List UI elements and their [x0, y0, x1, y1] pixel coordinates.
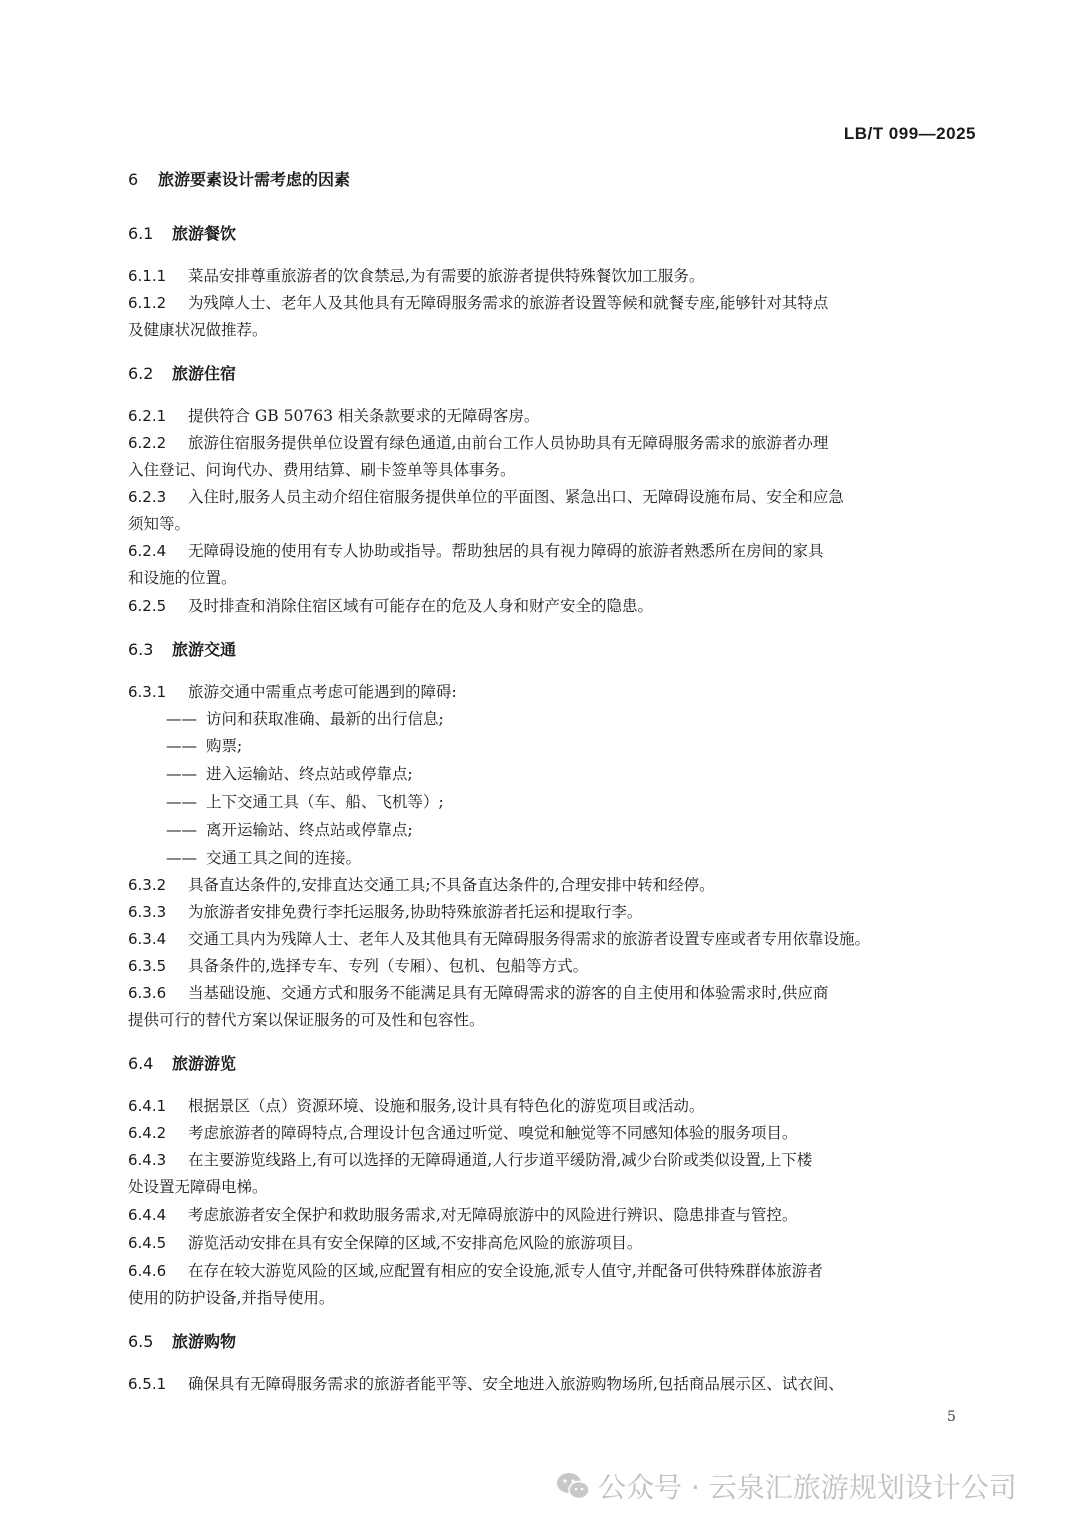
clause-6-3-2 [128, 872, 978, 899]
list-item [166, 789, 444, 816]
clause-text: 为旅游者安排免费行李托运服务,协助特殊旅游者托运和提取行李。 [188, 903, 643, 921]
clause-text: 具备直达条件的,安排直达交通工具;不具备直达条件的,合理安排中转和经停。 [188, 876, 715, 894]
clause-text: 考虑旅游者安全保护和救助服务需求,对无障碍旅游中的风险进行辨识、隐患排查与管控。 [188, 1206, 798, 1224]
clause-text: 为残障人士、老年人及其他具有无障碍服务需求的旅游者设置等候和就餐专座,能够针对其特点 [188, 294, 829, 312]
clause-number: 6.4.3 [128, 1151, 167, 1169]
clause-number: 6.2.2 [128, 434, 167, 452]
clause-text: 使用的防护设备,并指导使用。 [128, 1289, 335, 1307]
list-item-text: 交通工具之间的连接。 [206, 849, 362, 867]
clause-text: 入住时,服务人员主动介绍住宿服务提供单位的平面图、紧急出口、无障碍设施布局、安全和应急 [188, 488, 844, 506]
clause-6-4-6-cont [128, 1285, 978, 1312]
clause-text: 无障碍设施的使用有专人协助或指导。帮助独居的具有视力障碍的旅游者熟悉所在房间的家具 [188, 542, 824, 560]
clause-text: 在存在较大游览风险的区域,应配置有相应的安全设施,派专人值守,并配备可供特殊群体旅游者 [188, 1262, 823, 1280]
clause-text: 考虑旅游者的障碍特点,合理设计包含通过听觉、嗅觉和触觉等不同感知体验的服务项目。 [188, 1124, 798, 1142]
dash-marker: —— [166, 737, 197, 755]
section-6-heading [128, 168, 978, 192]
clause-number: 6.4.4 [128, 1206, 167, 1224]
section-title: 旅游要素设计需考虑的因素 [158, 170, 351, 189]
clause-number: 6.3.1 [128, 683, 167, 701]
clause-6-2-2-cont [128, 457, 978, 484]
clause-number: 6.2.1 [128, 407, 167, 425]
section-6-2-heading [128, 362, 978, 386]
list-item [166, 733, 242, 760]
clause-text: 菜品安排尊重旅游者的饮食禁忌,为有需要的旅游者提供特殊餐饮加工服务。 [188, 267, 705, 285]
clause-6-2-2 [128, 430, 978, 457]
clause-text: 当基础设施、交通方式和服务不能满足具有无障碍需求的游客的自主使用和体验需求时,供应商 [188, 984, 829, 1002]
section-number: 6 [128, 170, 139, 189]
wechat-icon [556, 1471, 590, 1501]
list-item [166, 817, 413, 844]
clause-number: 6.2.5 [128, 597, 167, 615]
dash-marker: —— [166, 849, 197, 867]
clause-6-4-2 [128, 1120, 978, 1147]
section-number: 6.3 [128, 640, 154, 659]
section-number: 6.1 [128, 224, 154, 243]
dash-marker: —— [166, 821, 197, 839]
dash-marker: —— [166, 765, 197, 783]
section-number: 6.2 [128, 364, 154, 383]
list-item-text: 进入运输站、终点站或停靠点; [206, 765, 413, 783]
clause-6-2-4 [128, 538, 978, 565]
section-title: 旅游住宿 [172, 364, 237, 383]
section-title: 旅游游览 [172, 1054, 237, 1073]
list-item-text: 访问和获取准确、最新的出行信息; [206, 710, 444, 728]
list-item-text: 购票; [206, 737, 243, 755]
clause-6-2-1 [128, 403, 978, 430]
clause-number: 6.1.2 [128, 294, 167, 312]
clause-6-3-1 [128, 679, 978, 706]
clause-6-3-6-cont [128, 1007, 978, 1034]
clause-text: 提供可行的替代方案以保证服务的可及性和包容性。 [128, 1011, 485, 1029]
standard-code: LB/T 099—2025 [843, 124, 976, 143]
clause-6-5-1 [128, 1371, 978, 1398]
clause-6-4-3-cont [128, 1174, 978, 1201]
clause-text: 旅游交通中需重点考虑可能遇到的障碍: [188, 683, 457, 701]
section-title: 旅游餐饮 [172, 224, 237, 243]
list-item [166, 845, 361, 872]
clause-number: 6.4.5 [128, 1234, 167, 1252]
clause-number: 6.2.4 [128, 542, 167, 560]
clause-text: 在主要游览线路上,有可以选择的无障碍通道,人行步道平缓防滑,减少台阶或类似设置,上下楼 [188, 1151, 813, 1169]
section-number: 6.5 [128, 1332, 154, 1351]
clause-text: 旅游住宿服务提供单位设置有绿色通道,由前台工作人员协助具有无障碍服务需求的旅游者办理 [188, 434, 829, 452]
clause-number: 6.3.2 [128, 876, 167, 894]
clause-6-2-3 [128, 484, 978, 511]
list-item-text: 离开运输站、终点站或停靠点; [206, 821, 413, 839]
clause-text: 根据景区（点）资源环境、设施和服务,设计具有特色化的游览项目或活动。 [188, 1097, 705, 1115]
clause-number: 6.3.3 [128, 903, 167, 921]
clause-6-3-6 [128, 980, 978, 1007]
clause-text: 提供符合 GB 50763 相关条款要求的无障碍客房。 [188, 407, 540, 425]
clause-6-4-1 [128, 1093, 978, 1120]
clause-text: 及时排查和消除住宿区域有可能存在的危及人身和财产安全的隐患。 [188, 597, 654, 615]
section-6-3-heading [128, 638, 978, 662]
section-title: 旅游交通 [172, 640, 237, 659]
clause-text: 和设施的位置。 [128, 569, 237, 587]
clause-number: 6.2.3 [128, 488, 167, 506]
clause-6-2-3-cont [128, 511, 978, 538]
clause-number: 6.4.6 [128, 1262, 167, 1280]
section-title: 旅游购物 [172, 1332, 237, 1351]
section-6-1-heading [128, 222, 978, 246]
page-number: 5 [947, 1409, 956, 1425]
clause-text: 游览活动安排在具有安全保障的区域,不安排高危风险的旅游项目。 [188, 1234, 643, 1252]
clause-text: 交通工具内为残障人士、老年人及其他具有无障碍服务得需求的旅游者设置专座或者专用依靠设施。 [188, 930, 871, 948]
clause-6-4-6 [128, 1258, 978, 1285]
clause-number: 6.3.6 [128, 984, 167, 1002]
clause-text: 具备条件的,选择专车、专列（专厢）、包机、包船等方式。 [188, 957, 589, 975]
section-number: 6.4 [128, 1054, 154, 1073]
clause-6-1-2 [128, 290, 978, 317]
clause-6-3-5 [128, 953, 978, 980]
list-item [166, 706, 444, 733]
clause-text: 处设置无障碍电梯。 [128, 1178, 268, 1196]
dash-marker: —— [166, 793, 197, 811]
list-item [166, 761, 413, 788]
clause-6-2-4-cont [128, 565, 978, 592]
clause-text: 及健康状况做推荐。 [128, 321, 268, 339]
section-6-5-heading [128, 1330, 978, 1354]
watermark-text: 公众号 · 云泉汇旅游规划设计公司 [598, 1471, 1017, 1504]
clause-6-4-3 [128, 1147, 978, 1174]
dash-marker: —— [166, 710, 197, 728]
clause-6-1-1 [128, 263, 978, 290]
clause-text: 须知等。 [128, 515, 191, 533]
clause-6-1-2-cont [128, 317, 978, 344]
clause-number: 6.4.1 [128, 1097, 167, 1115]
clause-number: 6.3.4 [128, 930, 167, 948]
clause-number: 6.5.1 [128, 1375, 167, 1393]
watermark [556, 1466, 1017, 1506]
clause-number: 6.3.5 [128, 957, 167, 975]
clause-6-4-4 [128, 1202, 978, 1229]
clause-text: 确保具有无障碍服务需求的旅游者能平等、安全地进入旅游购物场所,包括商品展示区、试衣间、 [188, 1375, 844, 1393]
clause-6-2-5 [128, 593, 978, 620]
section-6-4-heading [128, 1052, 978, 1076]
clause-number: 6.4.2 [128, 1124, 167, 1142]
clause-text: 入住登记、问询代办、费用结算、刷卡签单等具体事务。 [128, 461, 516, 479]
clause-6-3-4 [128, 926, 978, 953]
list-item-text: 上下交通工具（车、船、飞机等）; [206, 793, 444, 811]
clause-6-4-5 [128, 1230, 978, 1257]
clause-6-3-3 [128, 899, 978, 926]
clause-number: 6.1.1 [128, 267, 167, 285]
